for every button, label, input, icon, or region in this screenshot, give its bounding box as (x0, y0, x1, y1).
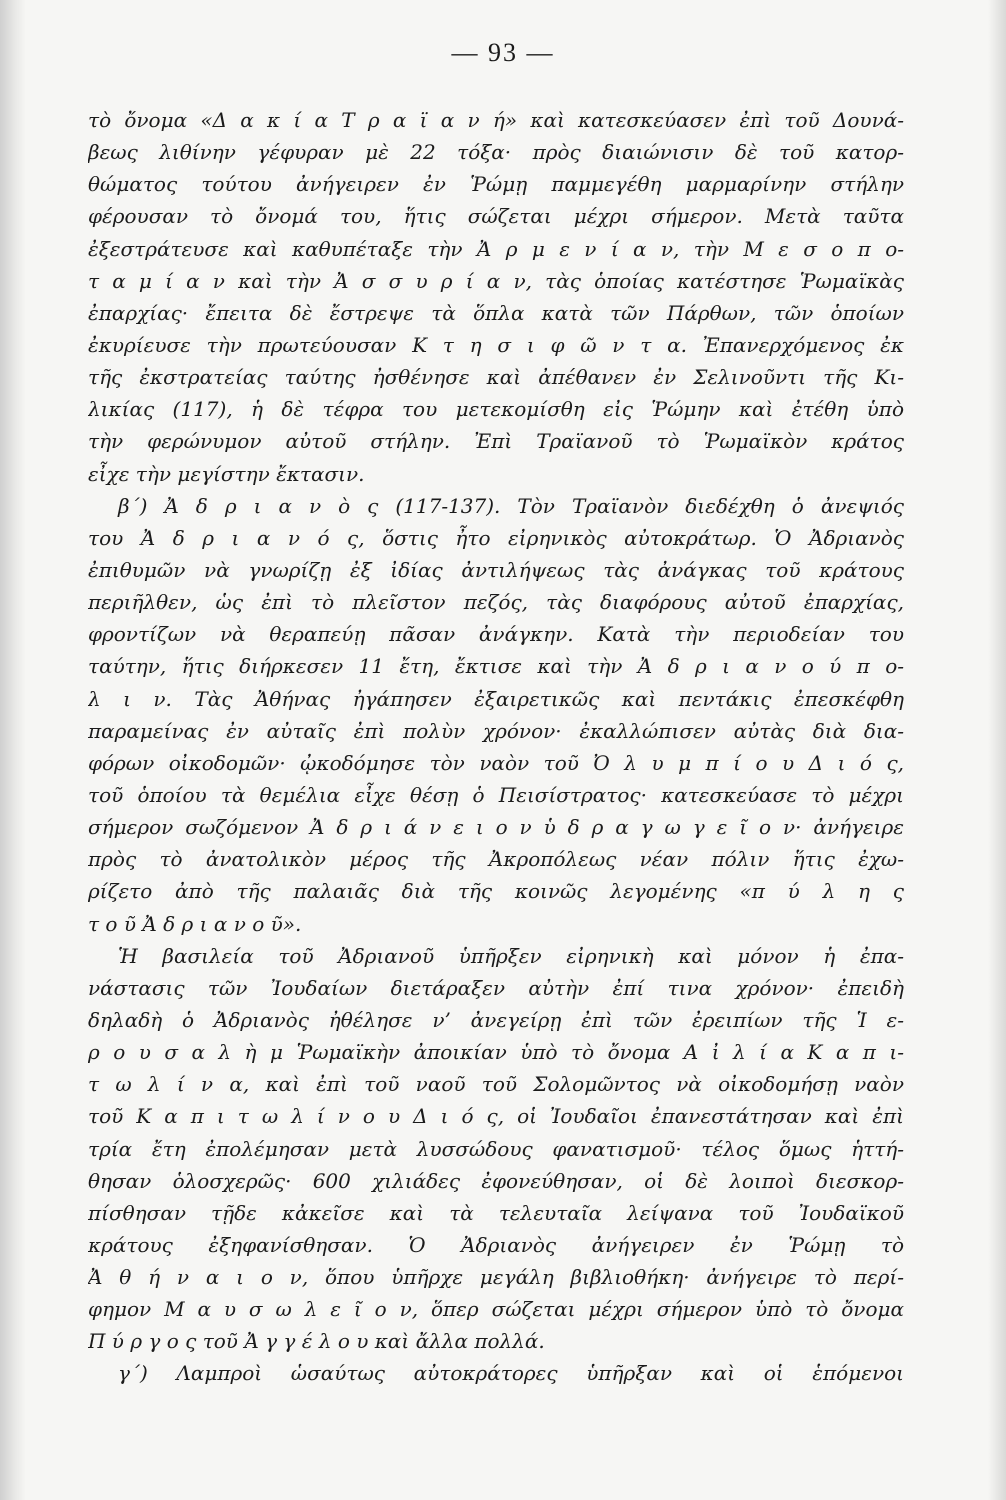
body-text (88, 104, 904, 1390)
text-line: ἐξεστράτευσε καὶ καθυπέταξε τὴν Ἀ ρ μ ε ν ί α ν, τὴν Μ ε σ ο π ο- (88, 236, 904, 261)
text-line: κράτους ἐξηφανίσθησαν. Ὁ Ἀδριανὸς ἀνήγειρεν ἐν Ῥώμῃ τὸ (88, 1232, 904, 1257)
text-line: θησαν ὁλοσχερῶς· 600 χιλιάδες ἐφονεύθησαν, οἱ δὲ λοιποὶ διεσκορ- (88, 1168, 904, 1193)
text-line: τὴν φερώνυμον αὐτοῦ στήλην. Ἐπὶ Τραϊανοῦ τὸ Ῥωμαϊκὸν κράτος (88, 429, 904, 454)
text-line: τ ο ῦ Ἀ δ ρ ι α ν ο ῦ». (88, 911, 302, 936)
text-line: τ ω λ ί ν α, καὶ ἐπὶ τοῦ ναοῦ τοῦ Σολομῶντος νὰ οἰκοδομήσῃ ναὸν (88, 1072, 904, 1097)
text-line: Π ύ ρ γ ο ς τοῦ Ἀ γ γ έ λ ο υ καὶ ἄλλα πολλά. (88, 1329, 545, 1354)
text-line: περιῆλθεν, ὡς ἐπὶ τὸ πλεῖστον πεζός, τὰς διαφόρους αὐτοῦ ἐπαρχίας, (88, 590, 904, 615)
text-line: λ ι ν. Τὰς Ἀθήνας ἠγάπησεν ἐξαιρετικῶς καὶ πεντάκις ἐπεσκέφθη (88, 686, 904, 711)
text-line: τῆς ἐκστρατείας ταύτης ἠσθένησε καὶ ἀπέθανεν ἐν Σελινοῦντι τῆς Κι- (88, 365, 904, 390)
text-line: νάστασις τῶν Ἰουδαίων διετάραξεν αὐτὴν ἐπί τινα χρόνον· ἐπειδὴ (88, 975, 904, 1000)
text-line: του Ἀ δ ρ ι α ν ό ς, ὅστις ἦτο εἰρηνικὸς αὐτοκράτωρ. Ὁ Ἀδριανὸς (88, 525, 904, 550)
text-line: ἐπιθυμῶν νὰ γνωρίζῃ ἐξ ἰδίας ἀντιλήψεως τὰς ἀνάγκας τοῦ κράτους (88, 557, 904, 582)
text-line: ἐκυρίευσε τὴν πρωτεύουσαν Κ τ η σ ι φ ῶ ν τ α. Ἐπανερχόμενος ἐκ (88, 332, 904, 357)
text-line: τ α μ ί α ν καὶ τὴν Ἀ σ σ υ ρ ί α ν, τὰς ὁποίας κατέστησε Ῥωμαϊκὰς (88, 268, 904, 293)
text-line: β΄) Ἀ δ ρ ι α ν ὸ ς (117-137). Τὸν Τραϊανὸν διεδέχθη ὁ ἀνεψιός (118, 493, 904, 518)
text-line: τὸ ὄνομα «Δ α κ ί α Τ ρ α ϊ α ν ή» καὶ κατεσκεύασεν ἐπὶ τοῦ Δουνά- (88, 108, 904, 132)
text-line: γ΄) Λαμπροὶ ὡσαύτως αὐτοκράτορες ὑπῆρξαν καὶ οἱ ἑπόμενοι (118, 1361, 904, 1386)
text-line: βεως λιθίνην γέφυραν μὲ 22 τόξα· πρὸς διαιώνισιν δὲ τοῦ κατορ- (88, 140, 904, 165)
text-line: πρὸς τὸ ἀνατολικὸν μέρος τῆς Ἀκροπόλεως νέαν πόλιν ἥτις ἐχω- (88, 847, 904, 872)
text-line: τοῦ ὁποίου τὰ θεμέλια εἶχε θέσῃ ὁ Πεισίστρατος· κατεσκεύασε τὸ μέχρι (88, 782, 904, 807)
text-line: ρίζετο ἀπὸ τῆς παλαιᾶς διὰ τῆς κοινῶς λεγομένης «π ύ λ η ς (88, 879, 904, 904)
text-line: ρ ο υ σ α λ ὴ μ Ῥωμαϊκὴν ἀποικίαν ὑπὸ τὸ ὄνομα Α ἰ λ ί α Κ α π ι- (88, 1040, 904, 1065)
text-line: φόρων οἰκοδομῶν· ᾠκοδόμησε τὸν ναὸν τοῦ Ὀ λ υ μ π ί ο υ Δ ι ό ς, (88, 750, 904, 775)
text-line: φέρουσαν τὸ ὄνομά του, ἥτις σώζεται μέχρι σήμερον. Μετὰ ταῦτα (88, 204, 904, 229)
page-number: — 93 — (451, 38, 555, 67)
text-line: παραμείνας ἐν αὐταῖς ἐπὶ πολὺν χρόνον· ἐκαλλώπισεν αὐτὰς διὰ δια- (88, 718, 904, 743)
text-line: φημον Μ α υ σ ω λ ε ῖ ο ν, ὅπερ σώζεται μέχρι σήμερον ὑπὸ τὸ ὄνομα (88, 1297, 904, 1322)
text-line: εἶχε τὴν μεγίστην ἔκτασιν. (88, 461, 365, 486)
text-line: δηλαδὴ ὁ Ἀδριανὸς ἠθέλησε ν’ ἀνεγείρῃ ἐπὶ τῶν ἐρειπίων τῆς Ἱ ε- (88, 1007, 904, 1032)
text-line: σήμερον σωζόμενον Ἀ δ ρ ι ά ν ε ι ο ν ὑ δ ρ α γ ω γ ε ῖ ο ν· ἀνήγειρε (88, 815, 904, 840)
text-line: Ἀ θ ή ν α ι ο ν, ὅπου ὑπῆρχε μεγάλη βιβλιοθήκη· ἀνήγειρε τὸ περί- (88, 1265, 904, 1290)
text-line: ἐπαρχίας· ἔπειτα δὲ ἔστρεψε τὰ ὅπλα κατὰ τῶν Πάρθων, τῶν ὁποίων (88, 300, 904, 325)
text-line: θώματος τούτου ἀνήγειρεν ἐν Ῥώμῃ παμμεγέθη μαρμαρίνην στήλην (88, 172, 904, 197)
text-line: Ἡ βασιλεία τοῦ Ἀδριανοῦ ὑπῆρξεν εἰρηνικὴ καὶ μόνον ἡ ἐπα- (118, 943, 904, 968)
page-edge-shadow (988, 0, 1006, 1500)
text-line: ταύτην, ἥτις διήρκεσεν 11 ἔτη, ἔκτισε καὶ τὴν Ἀ δ ρ ι α ν ο ύ π ο- (88, 654, 904, 679)
text-line: πίσθησαν τῇδε κἀκεῖσε καὶ τὰ τελευταῖα λείψανα τοῦ Ἰουδαϊκοῦ (88, 1200, 904, 1225)
text-line: φροντίζων νὰ θεραπεύῃ πᾶσαν ἀνάγκην. Κατὰ τὴν περιοδείαν του (88, 622, 904, 647)
text-line: λικίας (117), ἡ δὲ τέφρα του μετεκομίσθη εἰς Ῥώμην καὶ ἐτέθη ὑπὸ (88, 397, 904, 422)
text-line: τρία ἔτη ἐπολέμησαν μετὰ λυσσώδους φανατισμοῦ· τέλος ὅμως ἡττή- (88, 1136, 904, 1161)
page-gutter-shadow (0, 0, 26, 1500)
text-line: τοῦ Κ α π ι τ ω λ ί ν ο υ Δ ι ό ς, οἱ Ἰουδαῖοι ἐπανεστάτησαν καὶ ἐπὶ (88, 1104, 904, 1129)
